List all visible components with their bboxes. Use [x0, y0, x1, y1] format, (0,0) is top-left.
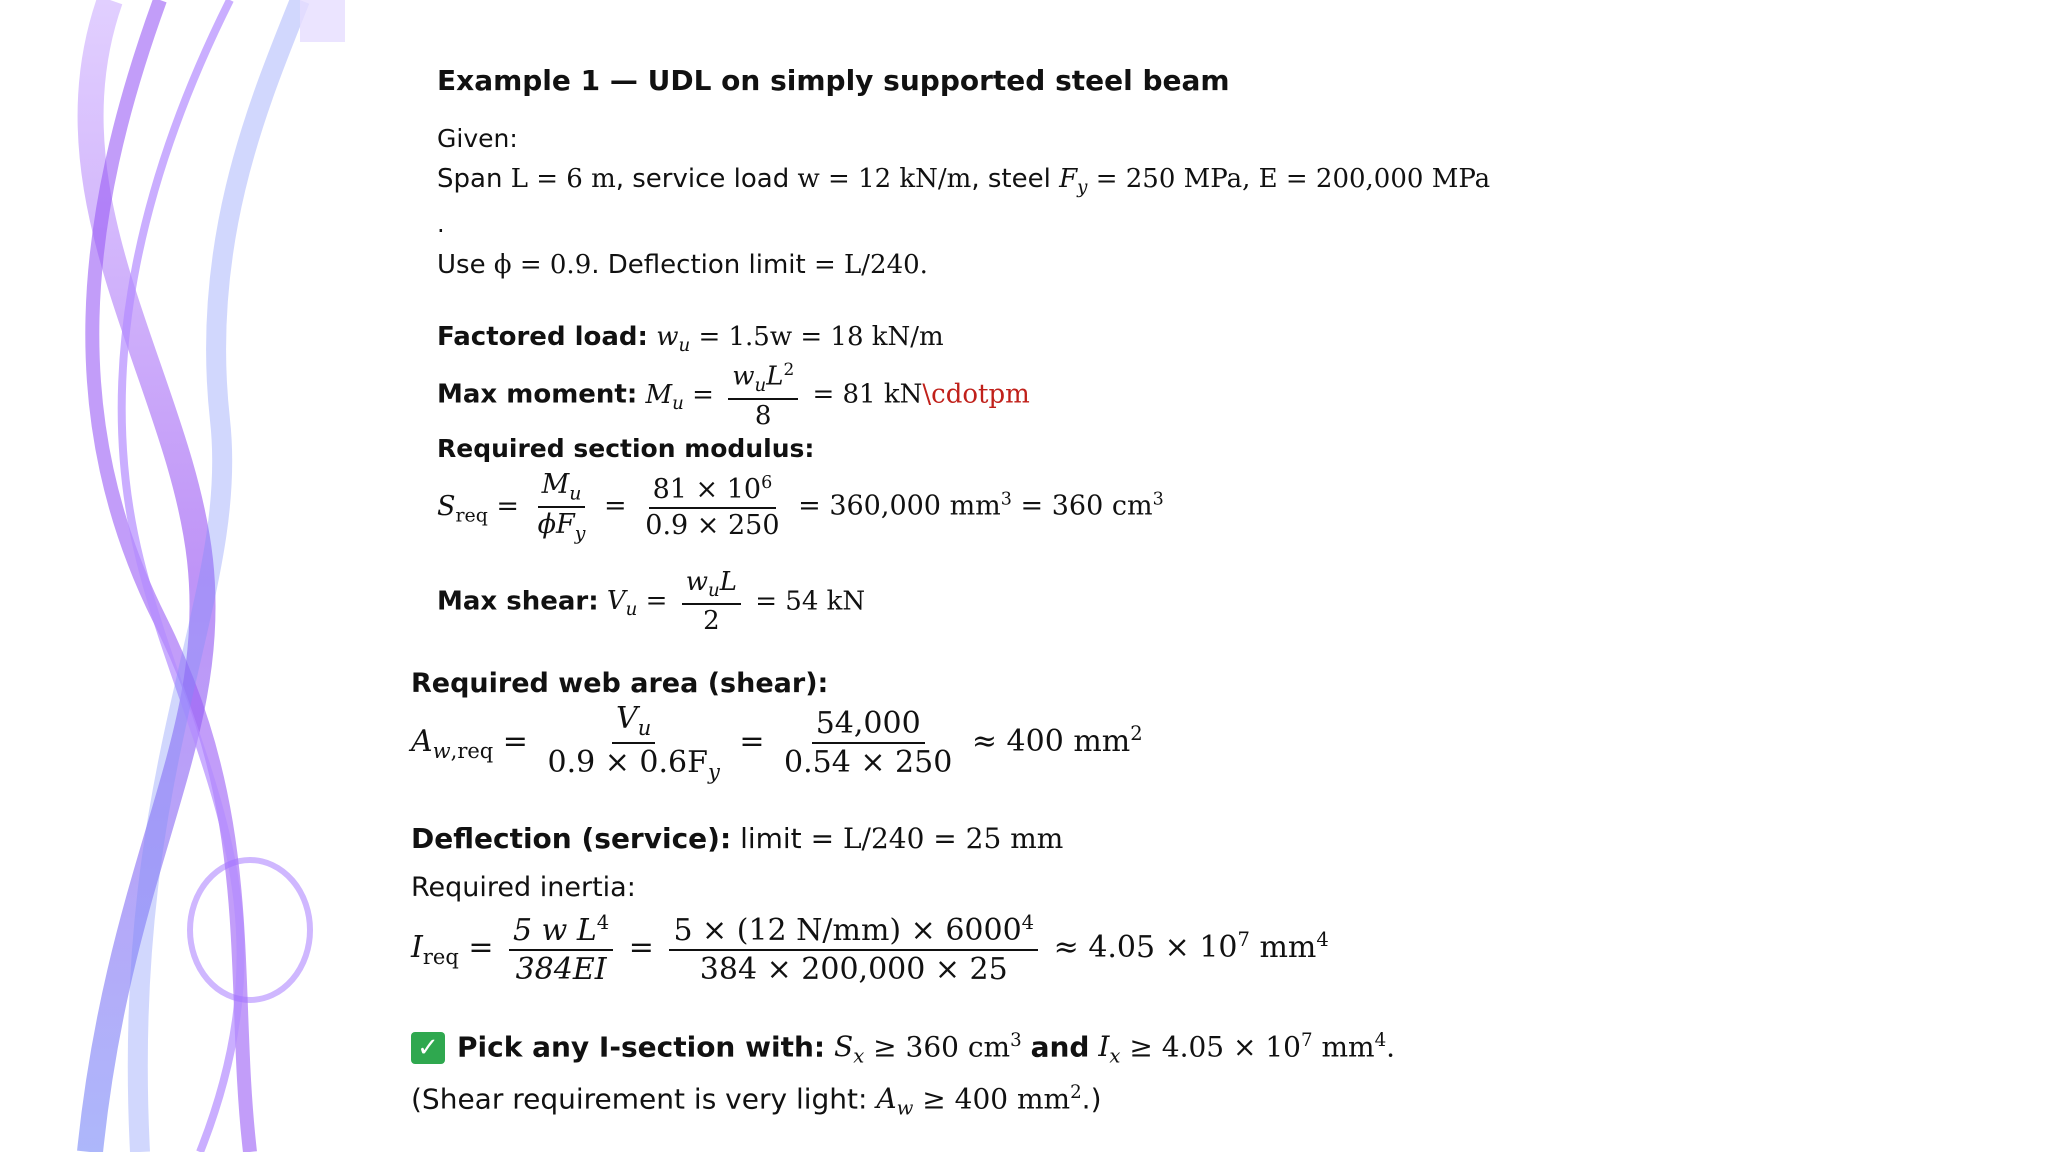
given-load-label: , service load	[615, 164, 790, 194]
given-span-label: Span	[437, 164, 503, 194]
shear-note-end: .)	[1081, 1082, 1102, 1116]
max-moment-line: Max moment: $M_u$ = $\frac{w_uL^2}{8}$ = 81 kN\cdotpm	[437, 359, 1030, 431]
use-phi-eq: ϕ = 0.9	[493, 250, 592, 280]
deflection-label: Deflection (service):	[411, 822, 732, 855]
pick-eq2: ≥ 4.05 × 10	[1129, 1030, 1301, 1064]
aw-equation: $A_{w,req}$ = $\frac{V_u}{0.9 \times 0.6F_y}$ = $\frac{54,000}{0.54 \times 250}$ ≈ 400 $mm^2$	[411, 701, 1143, 785]
max-shear-line: Max shear: $V_u$ = $\frac{w_uL}{2}$ = 54 kN	[437, 567, 866, 637]
shear-note: (Shear requirement is very light:	[411, 1082, 868, 1116]
stray-dot: .	[437, 210, 445, 238]
pick-label: Pick any I-section with:	[457, 1030, 826, 1064]
deflection-limit-eq: = L/240.	[813, 250, 928, 280]
factored-eq: = 1.5w = 18 kN/m	[698, 322, 944, 352]
ireq-fraction-2: $\frac{5 \times (12 N/mm) \times 6000^4}{384 \times 200,000 \times 25}$	[669, 912, 1038, 986]
aw-fraction-2: $\frac{54,000}{0.54 \times 250}$	[784, 706, 953, 781]
given-line: Span L = 6 m, service load w = 12 kN/m, steel $F_y = 250$ MPa, E = 200,000 MPa	[437, 164, 1491, 199]
deflection-line	[411, 822, 1063, 855]
pick-eq1: ≥ 360 cm	[873, 1030, 1011, 1064]
moment-result: = 81 kN	[812, 379, 923, 410]
given-fy-eq: = 250 MPa,	[1095, 164, 1251, 194]
given-label: Given:	[437, 124, 518, 153]
use-line	[437, 250, 928, 280]
shear-fraction: $\frac{w_uL}{2}$	[682, 568, 741, 636]
moment-fraction: $\frac{w_uL^2}{8}$	[728, 360, 798, 430]
factored-load-line: Factored load: $w_u = 1.5w = 18$ kN/m	[437, 322, 944, 357]
given-steel-label: , steel	[971, 164, 1051, 194]
web-area-label: Required web area (shear):	[411, 668, 829, 699]
sreq-fraction-1: $\frac{M_u}{\phi F_y}$	[537, 469, 586, 545]
given-load-eq: w = 12 kN/m	[797, 164, 972, 194]
shear-label: Max shear:	[437, 586, 599, 617]
ireq-fraction-1: $\frac{5 w L^4}{384EI}$	[509, 912, 613, 986]
page-title: Example 1 — UDL on simply supported steel beam	[437, 64, 1230, 97]
checkmark-icon: ✓	[411, 1032, 445, 1064]
deflection-eq: = L/240 = 25 mm	[810, 822, 1064, 855]
sreq-equation: $S_{req}$ = $\frac{M_u}{\phi F_y}$ = $\frac{81 \times 10^6}{0.9 \times 250}$ = 360,000 $mm^3 = 360$ $cm^3$	[437, 469, 1164, 545]
given-e-eq: E = 200,000 MPa	[1258, 164, 1491, 194]
section-modulus-label: Required section modulus:	[437, 434, 815, 463]
deflection-limit-label: . Deflection limit	[591, 250, 806, 280]
purple-smoke-decoration	[0, 0, 345, 1152]
sreq-fraction-2: $\frac{81 \times 10^6}{0.9 \times 250}$	[645, 473, 780, 541]
shear-result: = 54 kN	[755, 586, 866, 617]
factored-label: Factored load:	[437, 322, 648, 352]
moment-unit-error: \cdotpm	[922, 379, 1030, 410]
use-label: Use	[437, 250, 486, 280]
shear-note-eq: ≥ 400 mm	[922, 1082, 1071, 1116]
shear-note-line: (Shear requirement is very light: $A_w \ge 400$ $mm^2$.)	[411, 1082, 1102, 1120]
pick-and: and	[1030, 1030, 1090, 1064]
document-page	[345, 42, 2045, 1152]
ireq-equation: $I_{req}$ = $\frac{5 w L^4}{384EI}$ = $\frac{5 \times (12 N/mm) \times 6000^4}{384 \times 200,000 \times 25}$ ≈ $4.05 \times 10^7$ $mm^4$	[411, 911, 1329, 987]
deflection-text: limit	[731, 822, 802, 855]
moment-label: Max moment:	[437, 379, 638, 410]
pick-line: ✓ Pick any I-section with: $S_x \ge 360$ $cm^3$ and $I_x \ge 4.05 \times 10^7$ $mm^4$.	[411, 1030, 1395, 1068]
aw-fraction-1: $\frac{V_u}{0.9 \times 0.6F_y}$	[547, 701, 720, 785]
inertia-label: Required inertia:	[411, 872, 636, 903]
given-span-eq: L = 6 m	[510, 164, 616, 194]
